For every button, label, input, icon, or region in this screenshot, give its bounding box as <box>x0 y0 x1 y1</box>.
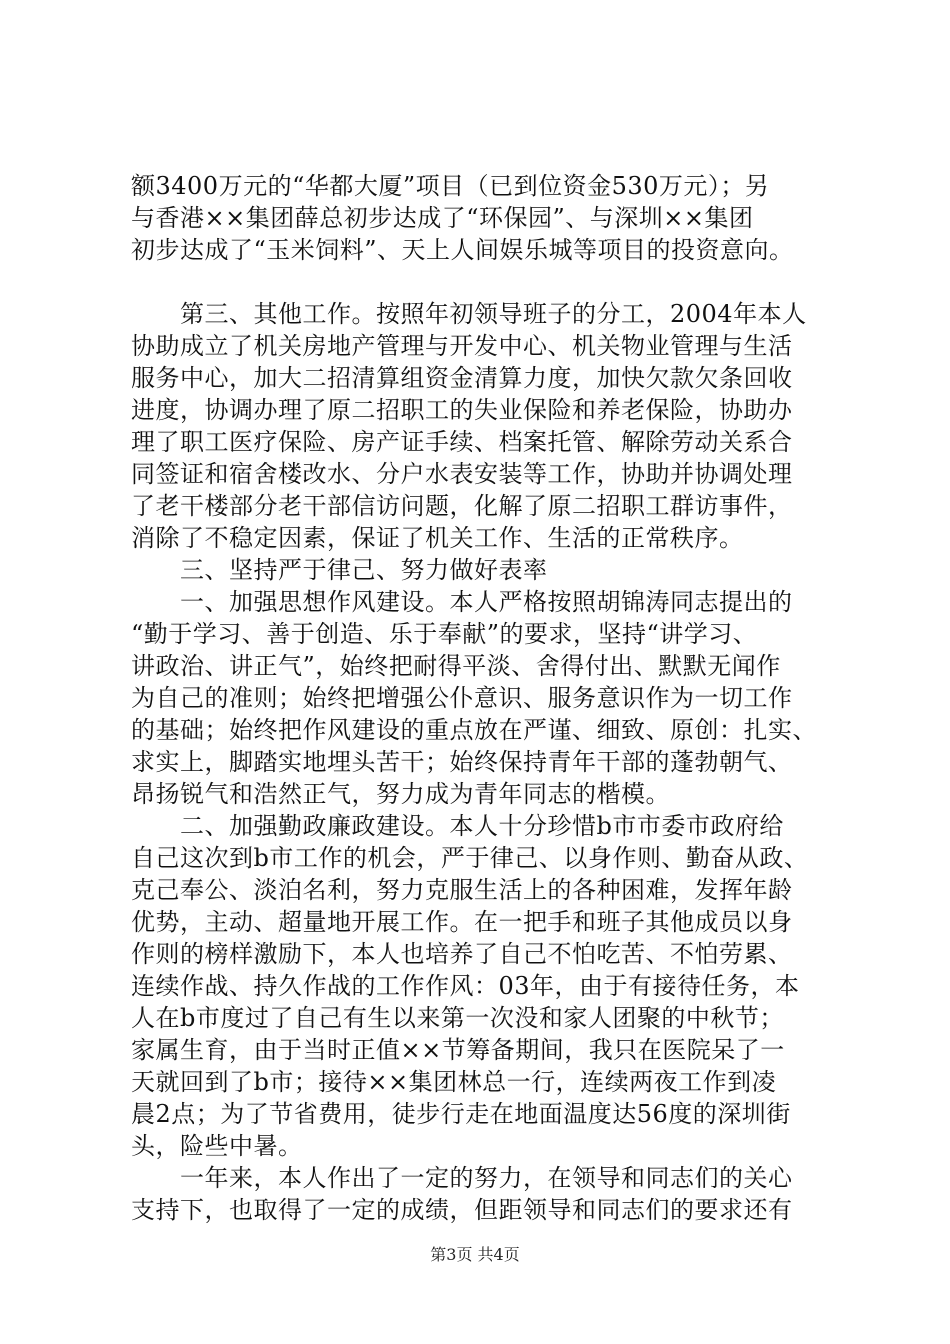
text-line: 额3400万元的“华都大厦”项目（已到位资金530万元）；另 <box>131 172 770 200</box>
body-text <box>131 170 831 1226</box>
text-line: 作则的榜样激励下，本人也培养了自己不怕吃苦、不怕劳累、 <box>131 940 793 968</box>
text-line: 同签证和宿舍楼改水、分户水表安装等工作，协助并协调处理 <box>131 460 793 488</box>
text-line: 晨2点；为了节省费用，徒步行走在地面温度达56度的深圳街 <box>131 1100 791 1128</box>
paragraph-gap <box>131 266 831 298</box>
text-line: 二、加强勤政廉政建设。本人十分珍惜b市市委市政府给 <box>131 812 784 840</box>
text-line: “勤于学习、善于创造、乐于奉献”的要求，坚持“讲学习、 <box>131 620 758 648</box>
text-line: 自己这次到b市工作的机会，严于律己、以身作则、勤奋从政、 <box>131 844 809 872</box>
text-line: 进度，协调办理了原二招职工的失业保险和养老保险，协助办 <box>131 396 793 424</box>
text-line: 的基础；始终把作风建设的重点放在严谨、细致、原创：扎实、 <box>131 716 817 744</box>
text-line: 连续作战、持久作战的工作作风：03年，由于有接待任务，本 <box>131 972 800 1000</box>
text-line: 一、加强思想作风建设。本人严格按照胡锦涛同志提出的 <box>131 588 793 616</box>
text-line: 天就回到了b市；接待××集团林总一行，连续两夜工作到凌 <box>131 1068 777 1096</box>
text-line: 一年来，本人作出了一定的努力，在领导和同志们的关心 <box>131 1164 793 1192</box>
text-line: 初步达成了“玉米饲料”、天上人间娱乐城等项目的投资意向。 <box>131 236 794 264</box>
text-line: 消除了不稳定因素，保证了机关工作、生活的正常秩序。 <box>131 524 744 552</box>
text-line: 人在b市度过了自己有生以来第一次没和家人团聚的中秋节； <box>131 1004 784 1032</box>
text-line: 服务中心，加大二招清算组资金清算力度，加快欠款欠条回收 <box>131 364 793 392</box>
text-line: 第三、其他工作。按照年初领导班子的分工，2004年本人 <box>131 300 807 328</box>
text-line: 昂扬锐气和浩然正气，努力成为青年同志的楷模。 <box>131 780 670 808</box>
text-line: 家属生育，由于当时正值××节筹备期间，我只在医院呆了一 <box>131 1036 785 1064</box>
text-line: 克己奉公、淡泊名利，努力克服生活上的各种困难，发挥年龄 <box>131 876 793 904</box>
text-line: 优势，主动、超量地开展工作。在一把手和班子其他成员以身 <box>131 908 793 936</box>
text-line: 了老干楼部分老干部信访问题，化解了原二招职工群访事件， <box>131 492 793 520</box>
text-line: 协助成立了机关房地产管理与开发中心、机关物业管理与生活 <box>131 332 793 360</box>
text-line: 支持下，也取得了一定的成绩，但距领导和同志们的要求还有 <box>131 1196 793 1224</box>
text-line: 为自己的准则；始终把增强公仆意识、服务意识作为一切工作 <box>131 684 793 712</box>
text-line: 与香港××集团薛总初步达成了“环保园”、与深圳××集团 <box>131 204 754 232</box>
text-line: 讲政治、讲正气”，始终把耐得平淡、舍得付出、默默无闻作 <box>131 652 781 680</box>
text-line: 头，险些中暑。 <box>131 1132 303 1160</box>
text-line: 理了职工医疗保险、房产证手续、档案托管、解除劳动关系合 <box>131 428 793 456</box>
page-number-footer: 第3页 共4页 <box>430 1245 520 1264</box>
section-heading: 三、坚持严于律己、努力做好表率 <box>131 556 548 584</box>
text-line: 求实上，脚踏实地埋头苦干；始终保持青年干部的蓬勃朝气、 <box>131 748 793 776</box>
